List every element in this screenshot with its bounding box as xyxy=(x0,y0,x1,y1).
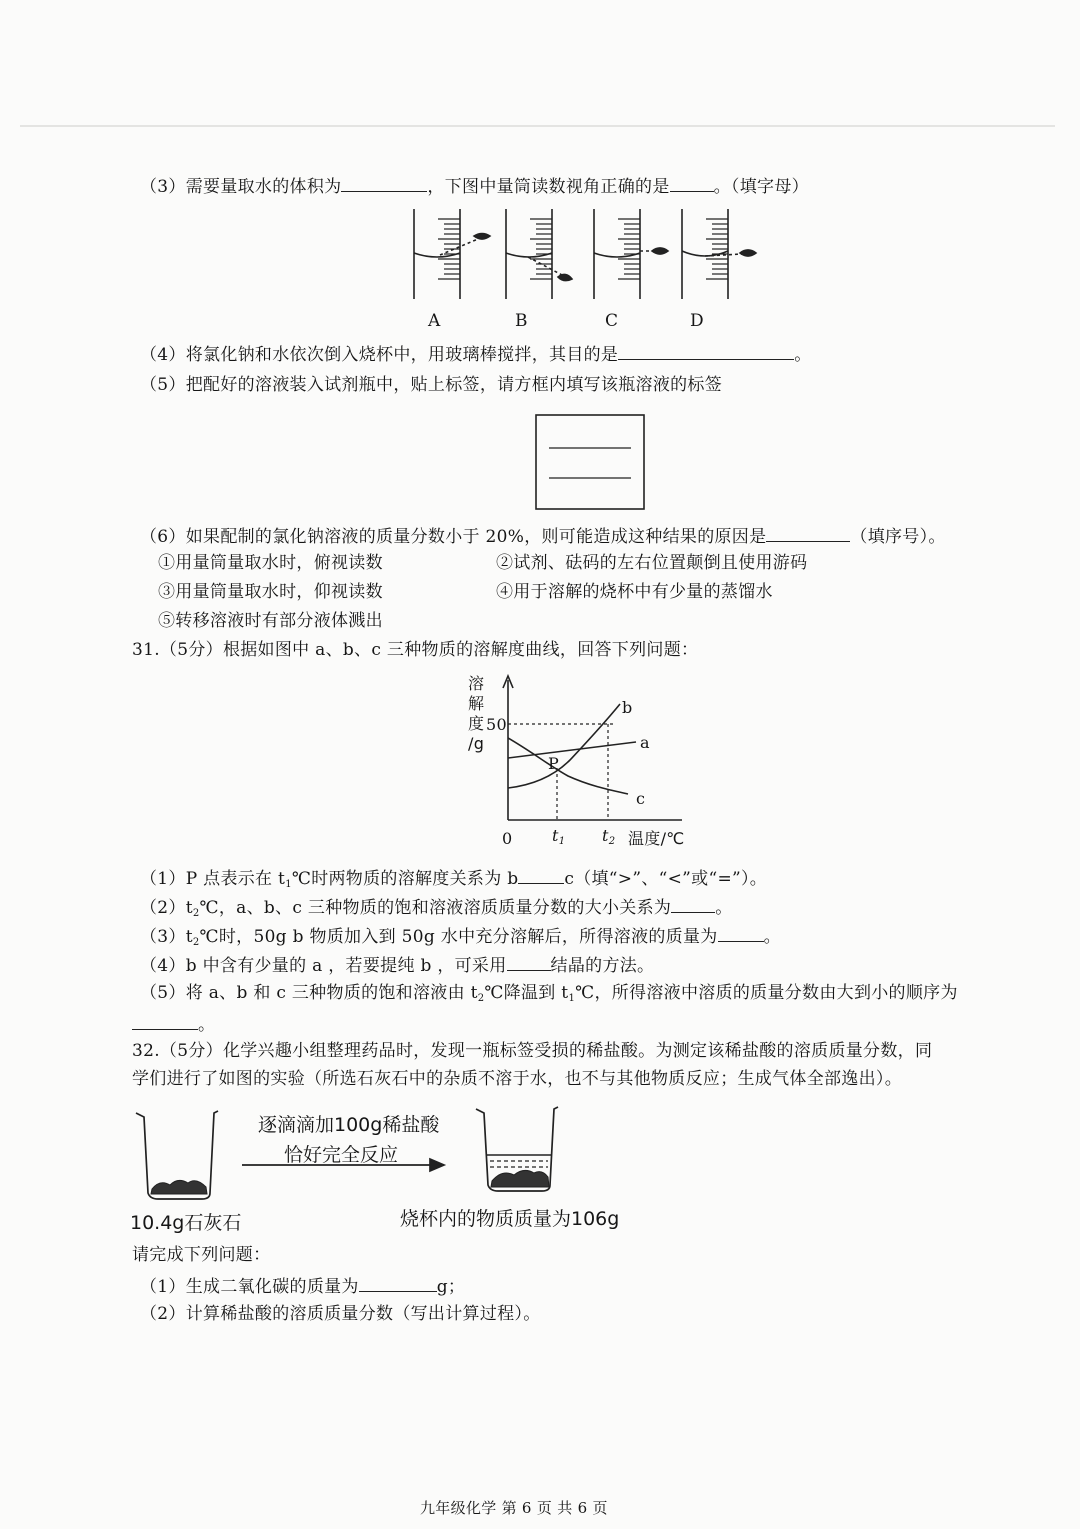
point-p-label: P xyxy=(548,754,560,773)
option-4: ④用于溶解的烧杯中有少量的蒸馏水 xyxy=(496,582,773,602)
arrow-head xyxy=(430,1159,444,1171)
q31-part5-end: 。 xyxy=(132,1012,215,1036)
q30-part4: （4）将氯化钠和水依次倒入烧杯中，用玻璃棒搅拌，其目的是 。 xyxy=(140,342,812,366)
ylabel-char-1: 溶 xyxy=(468,674,485,693)
answer-blank[interactable] xyxy=(132,1012,198,1030)
t1-label: $t_1$ xyxy=(552,826,566,847)
cylinder-d xyxy=(682,209,756,299)
cylinder-label-d: D xyxy=(690,311,704,331)
curve-label-c: c xyxy=(636,789,646,808)
q32-sub2: （2）计算稀盐酸的溶质质量分数（写出计算过程）。 xyxy=(140,1304,541,1324)
ylabel-char-3: 度 xyxy=(468,714,485,733)
q31-part3: $(3)t_2℃$时，50g b 物质加入到 50g 水中充分溶解后，所得溶液的质量为 。 xyxy=(140,924,781,954)
q32-prompt: 请完成下列问题： xyxy=(132,1245,271,1265)
page-footer: 九年级化学 第 6 页 共 6 页 xyxy=(420,1499,608,1517)
beaker-mass-label: 烧杯内的物质质量为106g xyxy=(400,1208,620,1230)
page-border-top xyxy=(20,125,1055,127)
q30-part3: （3）需要量取水的体积为 ，下图中量筒读数视角正确的是 。（填字母） xyxy=(140,174,809,198)
cylinder-a xyxy=(414,209,490,299)
ylabel-char-2: 解 xyxy=(468,694,485,713)
curve-c xyxy=(508,738,628,794)
cylinder-label-c: C xyxy=(605,311,619,331)
y-tick-50: 50 xyxy=(486,715,507,734)
curve-label-a: a xyxy=(640,733,650,752)
answer-blank[interactable] xyxy=(718,924,764,942)
q30-part5: （5）把配好的溶液装入试剂瓶中，贴上标签，请方框内填写该瓶溶液的标签 xyxy=(140,375,723,395)
answer-blank[interactable] xyxy=(766,524,850,542)
answer-blank[interactable] xyxy=(359,1274,437,1292)
answer-blank[interactable] xyxy=(671,895,715,913)
q31-part1: （1）P 点表示在 $t_1℃$时两物质的溶解度关系为 b c（填“>”、“<”或“=”）。 xyxy=(140,866,767,896)
cylinder-label-a: A xyxy=(428,311,441,331)
q32-line1: 32.（5分）化学兴趣小组整理药品时，发现一瓶标签受损的稀盐酸。为测定该稀盐酸的溶质质量分数，同 xyxy=(132,1041,933,1061)
t2-label: $t_2$ xyxy=(602,826,616,847)
beaker-left xyxy=(136,1111,218,1199)
answer-blank[interactable] xyxy=(341,174,427,192)
label-box[interactable] xyxy=(535,414,645,510)
x-axis-label: 温度/℃ xyxy=(628,829,685,848)
cylinder-label-b: B xyxy=(515,311,528,331)
answer-blank[interactable] xyxy=(507,953,551,971)
option-1: ①用量筒量取水时，俯视读数 xyxy=(158,553,383,573)
arrow-label-top: 逐滴滴加100g稀盐酸 xyxy=(258,1114,440,1136)
q32-sub1: （1）生成二氧化碳的质量为 g； xyxy=(140,1274,465,1298)
answer-blank[interactable] xyxy=(618,342,794,360)
q31-part2: $(2)t_2℃$，a、b、c 三种物质的饱和溶液溶质质量分数的大小关系为 。 xyxy=(140,895,733,925)
option-5: ⑤转移溶液时有部分液体溅出 xyxy=(158,611,383,631)
answer-blank[interactable] xyxy=(670,174,714,192)
origin-label: 0 xyxy=(502,829,513,848)
q31-part4: （4）b 中含有少量的 a ，若要提纯 b ，可采用 结晶的方法。 xyxy=(140,953,654,977)
option-2: ②试剂、砝码的左右位置颠倒且使用游码 xyxy=(496,553,808,573)
ylabel-unit: /g xyxy=(468,734,485,753)
q30-part6: （6）如果配制的氯化钠溶液的质量分数小于 20%，则可能造成这种结果的原因是 （填序号）。 xyxy=(140,524,946,548)
limestone-label: 10.4g石灰石 xyxy=(130,1212,242,1234)
arrow-label-bottom: 恰好完全反应 xyxy=(284,1144,399,1166)
q31-title: 31.（5分）根据如图中 a、b、c 三种物质的溶解度曲线，回答下列问题： xyxy=(132,640,699,660)
cylinder-b xyxy=(506,209,572,299)
q32-line2: 学们进行了如图的实验（所选石灰石中的杂质不溶于水，也不与其他物质反应；生成气体全部逸出）。 xyxy=(132,1069,902,1089)
beaker-right xyxy=(476,1107,558,1191)
curve-label-b: b xyxy=(622,698,633,717)
cylinder-figure xyxy=(400,205,780,305)
q31-part5: （5）将 a、b 和 c 三种物质的饱和溶液由 $t_2℃$降温到 $t_1℃$，所得溶液中溶质的质量分数由大到小的顺序为 xyxy=(140,983,958,1004)
option-3: ③用量筒量取水时，仰视读数 xyxy=(158,582,383,602)
answer-blank[interactable] xyxy=(518,866,564,884)
cylinder-c xyxy=(594,209,668,299)
